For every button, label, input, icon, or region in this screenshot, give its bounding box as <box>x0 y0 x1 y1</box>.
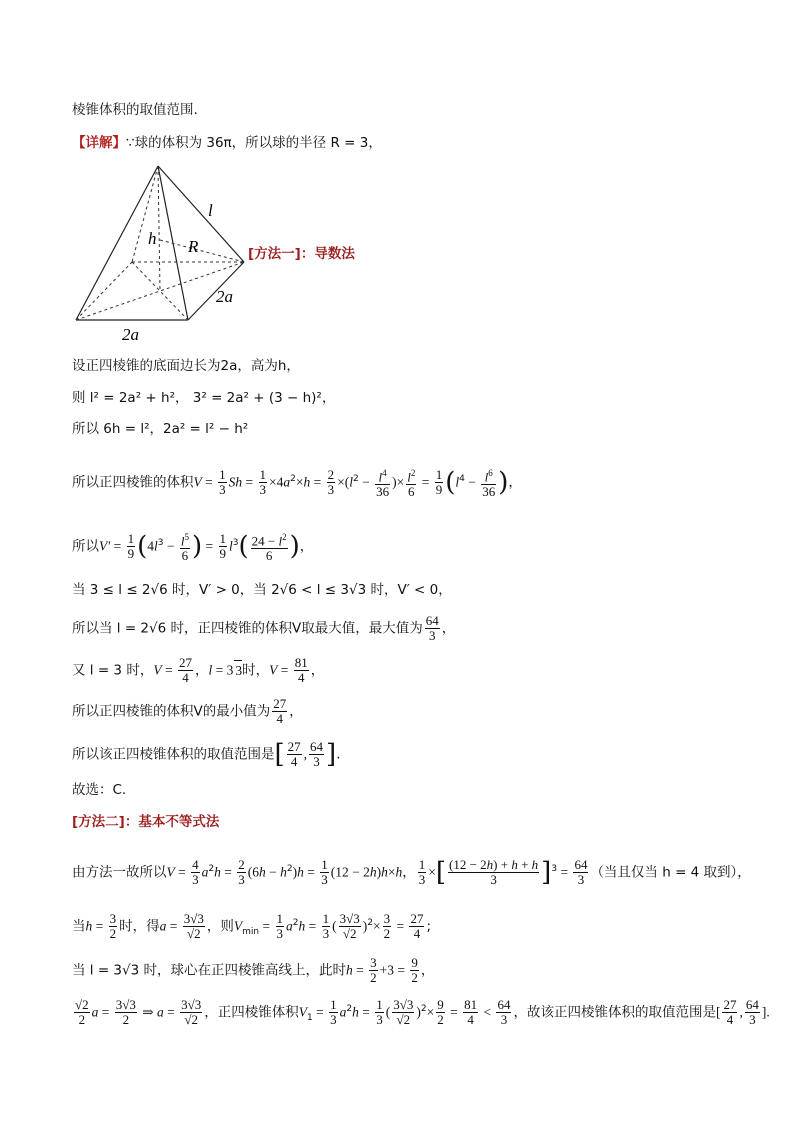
label-2a-right: 2a <box>216 287 233 306</box>
text-line-3: 设正四棱锥的底面边长为2a，高为h， <box>72 358 300 374</box>
text-line-8: 当 3 ≤ l ≤ 2√6 时，V′ > 0，当 2√6 < l ≤ 3√3 时，V′ < 0， <box>72 582 452 598</box>
text-line-9: 所以当 l = 2√6 时，正四棱锥的体积V取最大值，最大值为 $\frac{64}{3}$ ， <box>72 613 456 643</box>
text-line-16: 当 l = 3√3 时，球心在正四棱锥高线上，此时h = $\frac{3}{2}$ +3 = $\frac{9}{2}$ ， <box>72 955 435 985</box>
text-line-12: 所以该正四棱锥体积的取值范围是[ $\frac{27}{4}$ , $\frac{64}{3}$ ]. <box>72 739 341 770</box>
text-line-6: 所以正四棱锥的体积V = $\frac{1}{3}$ Sh = $\frac{1}{3}$ $\times 4a^2\times h$ = $\frac{2}{3}$ $\times(l^2$ − $\frac{l^4}{36}$ )× $\frac{l^2}{6}$ = $\frac{1}{9}$ ($l^4$ − $\frac{l^6}{36}$ )， <box>72 467 522 500</box>
text-line-11: 所以正四棱锥的体积V的最小值为 $\frac{27}{4}$ ， <box>72 696 303 726</box>
label-h: h <box>148 229 157 248</box>
text-line-4: 则 l² = 2a² + h²， 3² = 2a² + (3 − h)²， <box>72 390 336 406</box>
text-line-15: 当h = $\frac{3}{2}$ 时，得a = $\frac{3√3}{√2}$ ，则$V_{min}$ = $\frac{1}{3}$ $a^2h$ = $\frac{1}{3}$ ( $\frac{3√3}{√2}$ )$^2$× $\frac{3}{2}$ = $\frac{27}{4}$ ; <box>72 911 432 941</box>
text-line-10: 又 l = 3 时，V = $\frac{27}{4}$ ，l = 3 3时，V = $\frac{81}{4}$ ， <box>72 655 325 685</box>
text-line-13: 故选：C. <box>72 782 127 798</box>
label-2a-bottom: 2a <box>122 325 139 340</box>
label-l: l <box>208 201 213 220</box>
text-line-5: 所以 6h = l²，2a² = l² − h² <box>72 421 249 437</box>
edge-right <box>158 166 244 262</box>
text-line-1: 棱锥体积的取值范围. <box>72 102 198 118</box>
text-line-detail: 【详解】∵球的体积为 36π，所以球的半径 R = 3， <box>72 135 382 151</box>
label-R: R <box>188 237 199 256</box>
height-line <box>158 166 160 291</box>
radius-line <box>160 240 244 262</box>
text-line-14: 由方法一故所以V = $\frac{4}{3}$ $a^2h$ = $\frac{2}{3}$ $(6h - h^2)h$ = $\frac{1}{3}$ (12 − 2h)h×h， $\frac{1}{3}$ ×[ $\frac{(12 - 2h) + h + h}{3}$ ]$^3$ = $\frac{64}{3}$ （当且仅当 h = 4 取到）， <box>72 857 751 888</box>
method-two-heading: [方法二]：基本不等式法 <box>72 814 220 830</box>
method-one-heading: [方法一]：导数法 <box>248 246 355 262</box>
text-line-7: 所以V′ = $\frac{1}{9}$ ($4l^3$ − $\frac{l^5}{6}$ ) = $\frac{1}{9}$ $l^3$( $\frac{24 - l^2}{6}$ )， <box>72 531 314 564</box>
text-line-17: $\frac{√2}{2}$ a = $\frac{3√3}{2}$ ⇒ a = $\frac{3√3}{√2}$ ，正四棱锥体积$V_1$ = $\frac{1}{3}$ $a^2h$ = $\frac{1}{3}$ ( $\frac{3√3}{√2}$ )$^2$× $\frac{9}{2}$ = $\frac{81}{4}$ < $\frac{64}{3}$ ，故该正四棱锥体积的取值范围是[ $\frac{27}{4}$ , $\frac{64}{3}$ ]. <box>75 997 770 1027</box>
edge-left <box>76 166 158 320</box>
base-left-back <box>76 262 132 320</box>
detail-tag: 【详解】 <box>72 135 126 151</box>
